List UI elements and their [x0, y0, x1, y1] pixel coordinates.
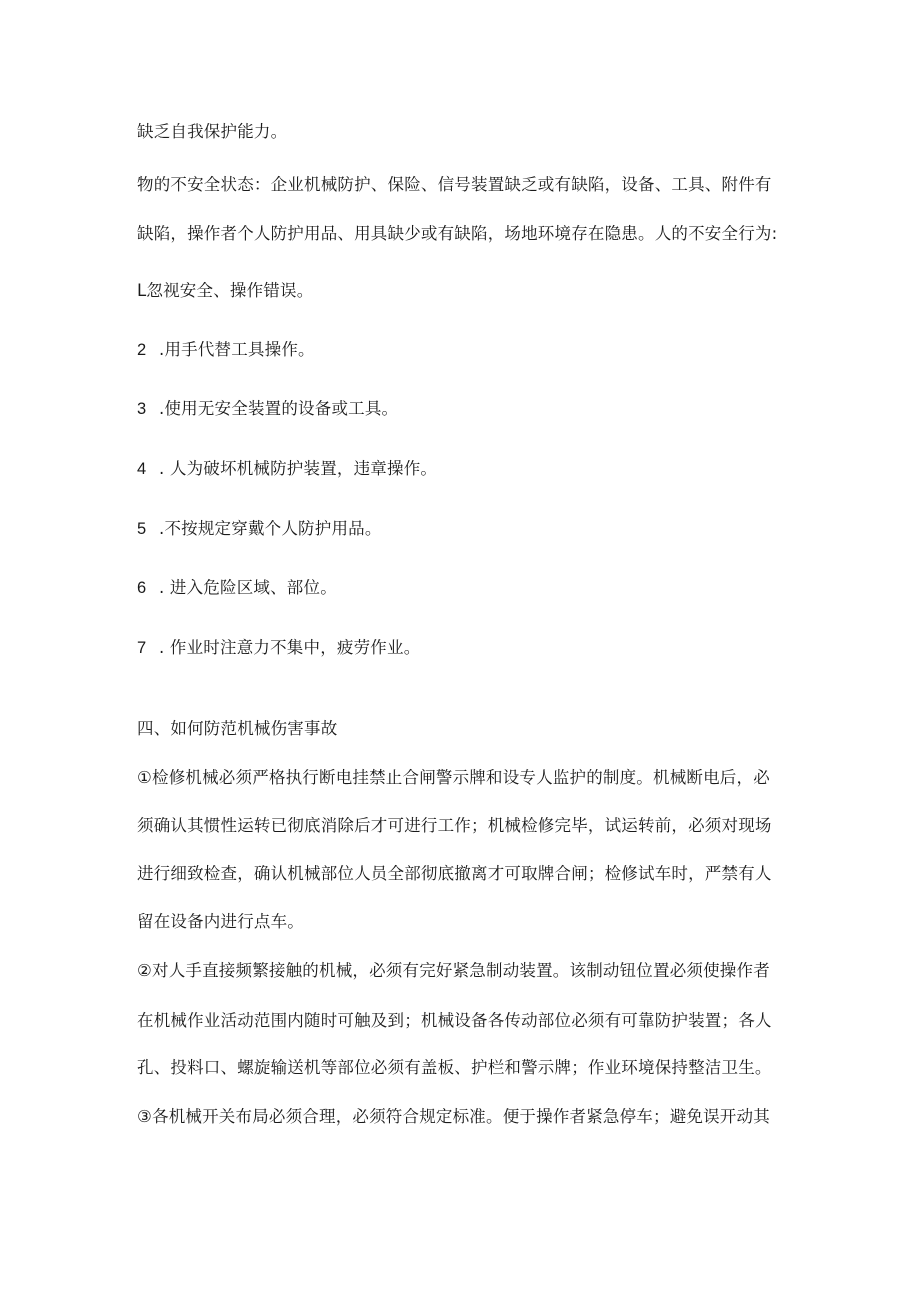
list-item [137, 339, 315, 361]
list-text: . 人为破坏机械防护装置，违章操作。 [159, 459, 438, 478]
paragraph-line: 孔、投料口、螺旋输送机等部位必须有盖板、护栏和警示牌；作业环境保持整洁卫生。 [137, 1058, 772, 1077]
list-text: . 作业时注意力不集中，疲劳作业。 [159, 638, 421, 657]
section-heading: 四、如何防范机械伤害事故 [137, 719, 338, 738]
list-item [137, 458, 437, 480]
paragraph-line: 进行细致检查，确认机械部位人员全部彻底撤离才可取牌合闸；检修试车时，严禁有人 [137, 864, 772, 883]
text-line: 缺乏自我保护能力。 [137, 122, 288, 141]
paragraph-line: ①检修机械必须严格执行断电挂禁止合闸警示牌和设专人监护的制度。机械断电后，必 [137, 768, 770, 787]
list-text: .不按规定穿戴个人防护用品。 [159, 519, 382, 538]
list-text: .用手代替工具操作。 [159, 340, 315, 359]
list-item [137, 637, 420, 659]
list-number: 6 [137, 579, 147, 597]
list-number: 7 [137, 639, 147, 657]
list-number: 4 [137, 460, 147, 478]
list-item [137, 577, 337, 599]
paragraph-line: ③各机械开关布局必须合理，必须符合规定标准。便于操作者紧急停车；避免误开动其 [137, 1107, 770, 1126]
list-number: 2 [137, 341, 147, 359]
paragraph-line: 在机械作业活动范围内随时可触及到；机械设备各传动部位必须有可靠防护装置；各人 [137, 1011, 772, 1030]
list-text: .使用无安全装置的设备或工具。 [159, 399, 399, 418]
text-line: 物的不安全状态：企业机械防护、保险、信号装置缺乏或有缺陷，设备、工具、附件有 [137, 175, 772, 194]
paragraph-line: ②对人手直接频繁接触的机械，必须有完好紧急制动装置。该制动钮位置必须使操作者 [137, 961, 770, 980]
paragraph-line: 留在设备内进行点车。 [137, 912, 304, 931]
list-text: . 进入危险区域、部位。 [159, 578, 337, 597]
text-line: 缺陷，操作者个人防护用品、用具缺少或有缺陷，场地环境存在隐患。人的不安全行为: [137, 224, 778, 243]
paragraph-line: 须确认其惯性运转已彻底消除后才可进行工作；机械检修完毕，试运转前，必须对现场 [137, 816, 772, 835]
text-line: L忽视安全、操作错误。 [137, 281, 314, 300]
list-item [137, 398, 398, 420]
list-number: 3 [137, 400, 147, 418]
list-number: 5 [137, 520, 147, 538]
list-item [137, 518, 382, 540]
